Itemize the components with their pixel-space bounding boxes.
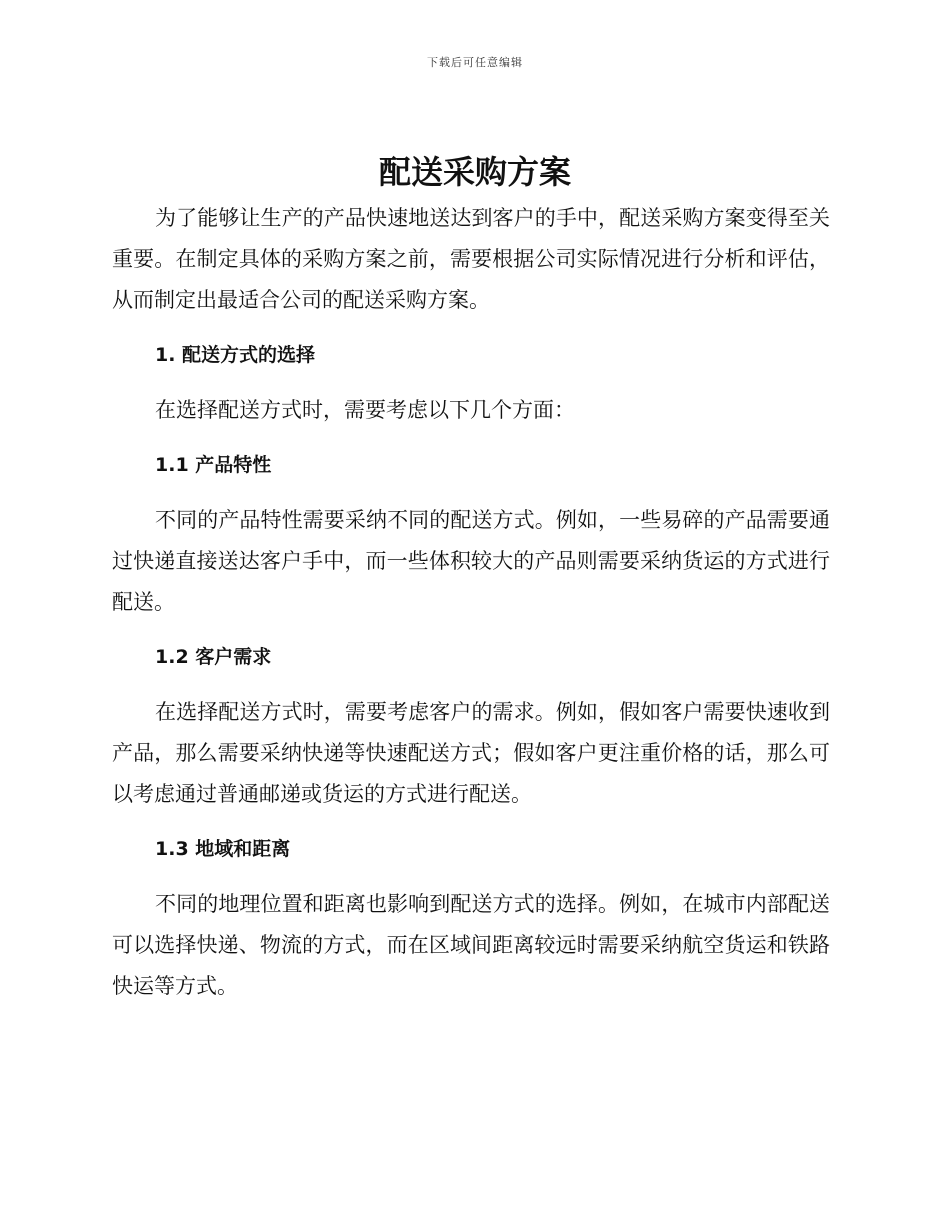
document-title: 配送采购方案	[378, 153, 571, 191]
section-paragraph-region-distance: 不同的地理位置和距离也影响到配送方式的选择。例如，在城市内部配送可以选择快递、物流的方式，而在区域间距离较远时需要采纳航空货运和铁路快运等方式。	[112, 892, 830, 998]
page-header-note: 下载后可任意编辑	[427, 56, 523, 69]
section-paragraph-delivery-method: 在选择配送方式时，需要考虑以下几个方面：	[155, 398, 575, 422]
section-heading-delivery-method: 1. 配送方式的选择	[155, 344, 316, 366]
section-paragraph-product-characteristics: 不同的产品特性需要采纳不同的配送方式。例如，一些易碎的产品需要通过快递直接送达客户手中，而一些体积较大的产品则需要采纳货运的方式进行配送。	[112, 508, 830, 614]
document-body	[112, 198, 830, 1007]
section-paragraph-customer-needs: 在选择配送方式时，需要考虑客户的需求。例如，假如客户需要快速收到产品，那么需要采纳快递等快速配送方式；假如客户更注重价格的话，那么可以考虑通过普通邮递或货运的方式进行配送。	[112, 700, 830, 806]
section-heading-customer-needs: 1.2 客户需求	[155, 646, 272, 668]
intro-paragraph: 为了能够让生产的产品快速地送达到客户的手中，配送采购方案变得至关重要。在制定具体的采购方案之前，需要根据公司实际情况进行分析和评估，从而制定出最适合公司的配送采购方案。	[112, 206, 830, 312]
section-heading-region-distance: 1.3 地域和距离	[155, 838, 291, 860]
section-heading-product-characteristics: 1.1 产品特性	[155, 454, 272, 476]
